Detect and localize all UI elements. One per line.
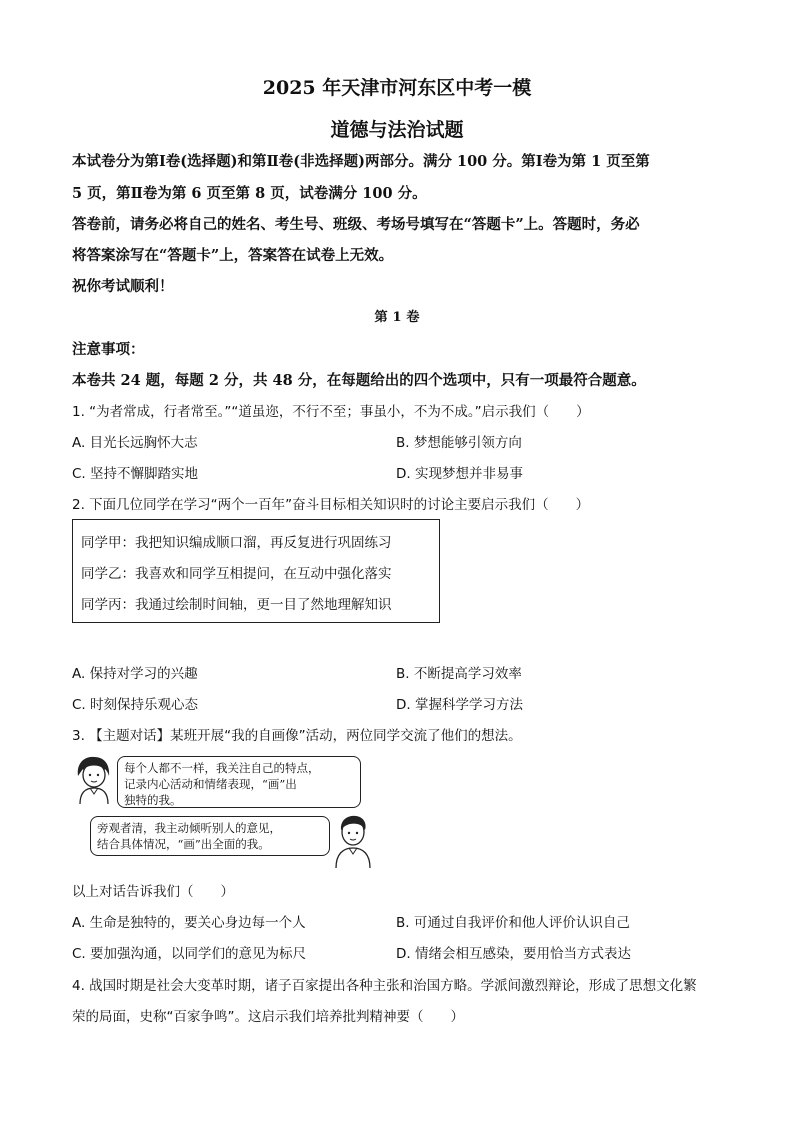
volume-heading: 第 1 卷 bbox=[374, 309, 420, 325]
q2-option-b: B. 不断提高学习效率 bbox=[396, 666, 522, 682]
q1-option-b: B. 梦想能够引领方向 bbox=[396, 435, 522, 451]
bubble1-line-3: 独特的我。 bbox=[124, 793, 182, 807]
q2-box-line-2: 同学乙：我喜欢和同学互相提问，在互动中强化落实 bbox=[81, 566, 392, 582]
girl-student-figure bbox=[70, 754, 118, 804]
boy-student-figure bbox=[330, 812, 376, 868]
notes-text: 本卷共 24 题，每题 2 分，共 48 分，在每题给出的四个选项中，只有一项最符合题意。 bbox=[72, 372, 646, 389]
q2-option-c: C. 时刻保持乐观心态 bbox=[72, 697, 199, 713]
bubble2-line-2: 结合具体情况，“画”出全面的我。 bbox=[97, 837, 270, 851]
q2-discussion-box bbox=[72, 519, 440, 623]
exam-subtitle: 道德与法治试题 bbox=[330, 119, 464, 141]
bubble1-line-2: 记录内心活动和情绪表现，“画”出 bbox=[124, 777, 297, 791]
q4-stem-line-1: 4. 战国时期是社会大变革时期，诸子百家提出各种主张和治国方略。学派间激烈辩论，形成了思想文化繁 bbox=[72, 978, 697, 994]
q1-stem: 1. “为者常成，行者常至。”“道虽迩，不行不至；事虽小，不为不成。”启示我们（ ） bbox=[72, 404, 590, 420]
exam-title: 2025 年天津市河东区中考一模 bbox=[262, 77, 532, 99]
q2-option-a: A. 保持对学习的兴趣 bbox=[72, 666, 198, 682]
intro-line-1: 本试卷分为第Ⅰ卷(选择题)和第Ⅱ卷(非选择题)两部分。满分 100 分。第Ⅰ卷为第 1 页至第 bbox=[72, 153, 650, 170]
q3-option-c: C. 要加强沟通，以同学们的意见为标尺 bbox=[72, 946, 307, 962]
speech-bubble-1 bbox=[117, 756, 361, 808]
q4-stem-line-2: 荣的局面，史称“百家争鸣”。这启示我们培养批判精神要（ ） bbox=[72, 1009, 464, 1025]
q1-option-d: D. 实现梦想并非易事 bbox=[396, 466, 523, 482]
q3-option-b: B. 可通过自我评价和他人评价认识自己 bbox=[396, 915, 630, 931]
bubble2-line-1: 旁观者清，我主动倾听别人的意见， bbox=[97, 821, 281, 835]
q2-option-d: D. 掌握科学学习方法 bbox=[396, 697, 523, 713]
intro-line-2: 5 页，第Ⅱ卷为第 6 页至第 8 页，试卷满分 100 分。 bbox=[72, 185, 427, 202]
intro-line-3: 答卷前，请务必将自己的姓名、考生号、班级、考场号填写在“答题卡”上。答题时，务必 bbox=[72, 216, 640, 233]
speech-bubble-2 bbox=[90, 816, 330, 856]
q3-option-d: D. 情绪会相互感染，要用恰当方式表达 bbox=[396, 946, 631, 962]
notes-title: 注意事项： bbox=[72, 341, 145, 358]
q2-stem: 2. 下面几位同学在学习“两个一百年”奋斗目标相关知识时的讨论主要启示我们（ ） bbox=[72, 497, 590, 513]
q3-option-a: A. 生命是独特的，要关心身边每一个人 bbox=[72, 915, 306, 931]
q1-option-a: A. 目光长远胸怀大志 bbox=[72, 435, 198, 451]
bubble1-line-1: 每个人都不一样，我关注自己的特点， bbox=[124, 761, 320, 775]
q3-stem: 3. 【主题对话】某班开展“我的自画像”活动，两位同学交流了他们的想法。 bbox=[72, 728, 522, 744]
q1-option-c: C. 坚持不懈脚踏实地 bbox=[72, 466, 199, 482]
intro-line-5: 祝你考试顺利！ bbox=[72, 278, 174, 295]
intro-line-4: 将答案涂写在“答题卡”上，答案答在试卷上无效。 bbox=[72, 247, 394, 264]
q3-after-text: 以上对话告诉我们（ ） bbox=[72, 884, 234, 900]
q2-box-line-3: 同学丙：我通过绘制时间轴，更一目了然地理解知识 bbox=[81, 597, 392, 613]
q2-box-line-1: 同学甲：我把知识编成顺口溜，再反复进行巩固练习 bbox=[81, 535, 392, 551]
